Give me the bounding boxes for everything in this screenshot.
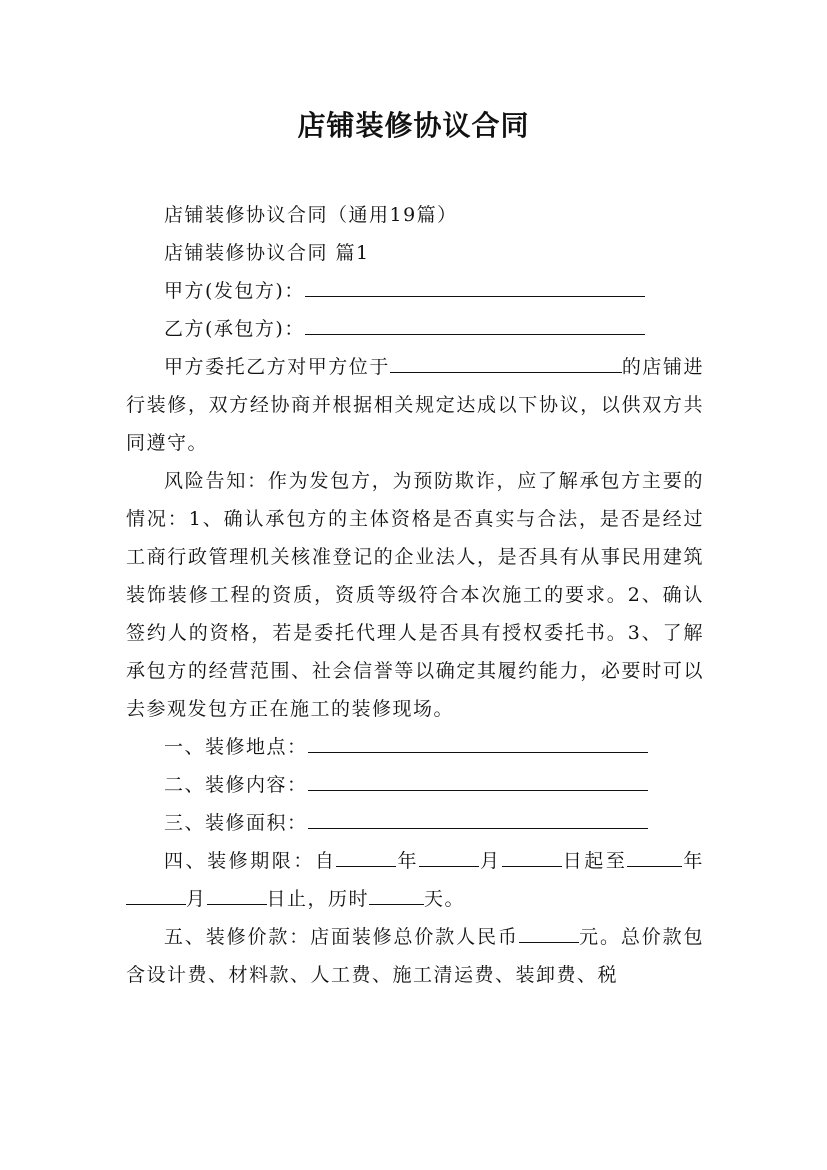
- price-blank: [519, 922, 579, 943]
- item2-line: [126, 766, 704, 804]
- month-label: 月: [479, 850, 502, 872]
- month-label-2: 月: [186, 888, 207, 910]
- document-body: [126, 196, 704, 994]
- intro-post-text: 的店铺进行装修，双方经协商并根据相关规定达成以下协议，以供双方共同遵守。: [126, 356, 704, 454]
- item4-label: 四、装修期限：自: [164, 850, 337, 872]
- subtitle-line: [126, 196, 704, 234]
- days-label: 天。: [424, 888, 466, 910]
- item3-label: 三、装修面积：: [164, 812, 308, 834]
- subtitle-text: 店铺装修协议合同（通用19篇）: [164, 204, 458, 226]
- duration-blank: [369, 884, 424, 905]
- item3-line: [126, 804, 704, 842]
- item1-line: [126, 728, 704, 766]
- party-b-blank: [305, 314, 645, 335]
- item4-paragraph: [126, 842, 704, 918]
- item1-label: 一、装修地点：: [164, 736, 308, 758]
- day-end-label: 日止，历时: [266, 888, 370, 910]
- end-month-blank: [126, 884, 186, 905]
- section-line: [126, 234, 704, 272]
- year-label: 年: [396, 850, 420, 872]
- risk-paragraph: [126, 462, 704, 728]
- item5-paragraph: [126, 918, 704, 994]
- day-start-label: 日起至: [561, 850, 628, 872]
- risk-text: 风险告知：作为发包方，为预防欺诈，应了解承包方主要的情况：1、确认承包方的主体资格是否真实与合法，是否是经过工商行政管理机关核准登记的企业法人，是否具有从事民用建筑装饰装修工程的资质，资质等级符合本次施工的要求。2、确认签约人的资格，若是委托代理人是否具有授权委托书。3、了解承包方的经营范围、社会信誉等以确定其履约能力，必要时可以去参观发包方正在施工的装修现场。: [126, 470, 704, 720]
- item2-blank: [308, 770, 648, 791]
- location-blank: [390, 352, 622, 373]
- item5-label: 五、装修价款：店面装修总价款人民币: [164, 926, 519, 948]
- party-b-label: 乙方(承包方)：: [164, 318, 305, 340]
- year-label-2: 年: [682, 850, 704, 872]
- party-a-line: [126, 272, 704, 310]
- document-title: 店铺装修协议合同: [297, 109, 530, 142]
- party-b-line: [126, 310, 704, 348]
- intro-paragraph: [126, 348, 704, 462]
- start-month-blank: [419, 846, 479, 867]
- party-a-label: 甲方(发包方)：: [164, 280, 305, 302]
- end-day-blank: [207, 884, 267, 905]
- item3-blank: [308, 808, 648, 829]
- end-year-blank: [627, 846, 682, 867]
- start-day-blank: [502, 846, 562, 867]
- item5-text: 元。总价款包含设计费、材料款、人工费、施工清运费、装卸费、税: [126, 926, 704, 986]
- party-a-blank: [305, 276, 645, 297]
- item2-label: 二、装修内容：: [164, 774, 308, 796]
- item1-blank: [308, 732, 648, 753]
- intro-pre-text: 甲方委托乙方对甲方位于: [164, 356, 390, 378]
- start-year-blank: [336, 846, 396, 867]
- section-text: 店铺装修协议合同 篇1: [164, 242, 370, 264]
